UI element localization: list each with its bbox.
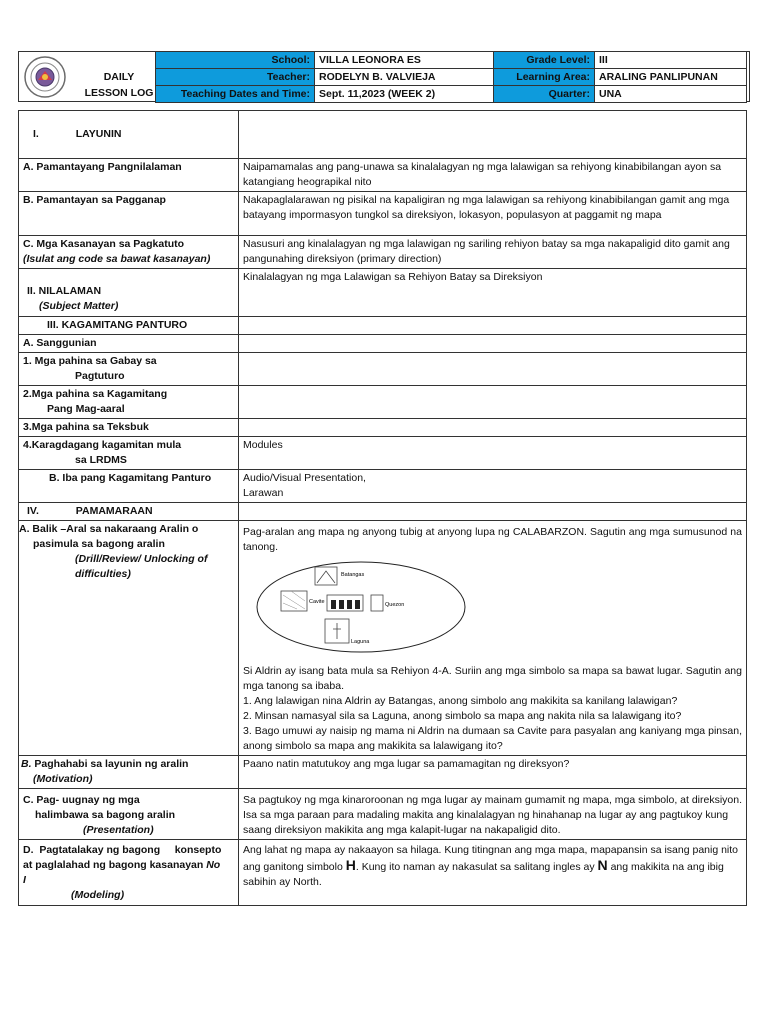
grade-label: Grade Level: [494, 52, 595, 69]
row-lrdms [19, 437, 747, 470]
school-label: School: [156, 52, 315, 69]
row-kagamitang-mag-aaral [19, 386, 747, 419]
row-pamantayang-pangnilalaman [19, 159, 747, 192]
map-label-batangas: Batangas [341, 572, 365, 578]
balik-aral-q1: 1. Ang lalawigan nina Aldrin ay Batangas, anong simbolo ang makikita sa kanilang lalawigan? [243, 695, 678, 707]
quezon-trees-icon [331, 600, 360, 609]
kagamitan-label: III. KAGAMITANG PANTURO [47, 319, 188, 331]
header-grid [155, 51, 747, 103]
pagtatalakay-label-2: at paglalahad ng bagong kasanayan [23, 859, 204, 871]
nilalaman-label: II. NILALAMAN [27, 285, 102, 297]
calabarzon-map [255, 559, 467, 655]
balik-aral-sub-2: difficulties) [75, 568, 131, 580]
row-balik-aral [19, 521, 747, 756]
batangas-symbol [315, 567, 337, 585]
teacher-label: Teacher: [156, 69, 315, 86]
pagtatalakay-sublabel: (Modeling) [71, 889, 125, 901]
mag-aaral-label-1: 2.Mga pahina sa Kagamitang [23, 388, 168, 400]
balik-aral-q3: 3. Bago umuwi ay naisip ng mama ni Aldrin na dumaan sa Cavite para pasyalan ang kaniyang mga pinsan, anong simbolo sa mapa ang makikita sa lalawigang ito? [243, 725, 742, 752]
iba-pang-value-2: Larawan [243, 487, 284, 499]
paghahabi-label: Paghahabi sa layunin ng aralin [34, 758, 189, 770]
row-iba-pang [19, 470, 747, 503]
pamantayang-pangnilalaman-value: Naipamamalas ang pang-unawa sa kinalalagyan ng mga lalawigan sa rehiyong kinabibilangan ayon sa katangiang heograpikal nito [239, 159, 747, 192]
row-pamamaraan [19, 503, 747, 521]
nilalaman-value: Kinalalagyan ng mga Lalawigan sa Rehiyon Batay sa Direksiyon [239, 269, 747, 317]
kasanayan-value: Nasusuri ang kinalalagyan ng mga lalawigan ng sariling rehiyon batay sa mga nakapaligid dito gamit ang pangunahing direksiyon (primary direction) [239, 236, 747, 269]
gabay-label-2: Pagtuturo [75, 370, 125, 382]
gabay-label-1: 1. Mga pahina sa Gabay sa [23, 355, 157, 367]
teksbuk-label: 3.Mga pahina sa Teksbuk [19, 419, 239, 437]
row-nilalaman [19, 269, 747, 317]
lrdms-value: Modules [239, 437, 747, 470]
row-gabay [19, 353, 747, 386]
balik-aral-label-1: A. Balik –Aral sa nakaraang Aralin o [19, 523, 199, 535]
paghahabi-sublabel: (Motivation) [33, 773, 93, 785]
row-pag-uugnay [19, 789, 747, 840]
quarter-label: Quarter: [494, 86, 595, 103]
kasanayan-sublabel: (Isulat ang code sa bawat kasanayan) [23, 253, 211, 265]
pagtatalakay-value-h: H [345, 857, 356, 873]
pag-uugnay-label-1: C. Pag- uugnay ng mga [23, 794, 140, 806]
pagtatalakay-value-post: ang makikita na ang ibig sabihin ay North. [243, 861, 724, 888]
iba-pang-value-1: Audio/Visual Presentation, [243, 472, 366, 484]
dates-value: Sept. 11,2023 (WEEK 2) [315, 86, 494, 103]
paghahabi-prefix: B. [21, 758, 32, 770]
row-paghahabi [19, 756, 747, 789]
map-label-laguna: Laguna [351, 639, 370, 645]
row-layunin [19, 111, 747, 159]
balik-aral-sub-1: (Drill/Review/ Unlocking of [75, 553, 208, 565]
row-kagamitan [19, 317, 747, 335]
iba-pang-label: B. Iba pang Kagamitang Panturo [49, 472, 212, 484]
pagtatalakay-value-n: N [597, 857, 608, 873]
area-label: Learning Area: [494, 69, 595, 86]
map-label-cavite: Cavite [309, 599, 325, 605]
pagtatalakay-label-3: I [23, 874, 26, 886]
mag-aaral-label-2: Pang Mag-aaral [47, 403, 125, 415]
paghahabi-value: Paano natin matutukoy ang mga lugar sa pamamagitan ng direksyon? [239, 756, 747, 789]
pamantayan-pagganap-value: Nakapaglalarawan ng pisikal na kapaligiran ng mga lalawigan sa rehiyong kinabibilangan gamit ang mga batayang impormasyon tungkol sa direksiyon, lokasyon, populasyon at paggamit ng mapa [239, 192, 747, 236]
teacher-value: RODELYN B. VALVIEJA [315, 69, 494, 86]
row-sanggunian [19, 335, 747, 353]
layunin-label: LAYUNIN [75, 128, 122, 140]
pag-uugnay-label-2: halimbawa sa bagong aralin [35, 809, 176, 821]
balik-aral-para: Si Aldrin ay isang bata mula sa Rehiyon 4-A. Suriin ang mga simbolo sa mapa sa bawat lugar. Sagutin ang mga tanong sa ibaba. [243, 665, 742, 692]
pagtatalakay-label-1: D. Pagtatalakay ng bagong konsepto [23, 844, 222, 856]
sanggunian-label: A. Sanggunian [19, 335, 239, 353]
balik-aral-label-2: pasimula sa bagong aralin [33, 538, 165, 550]
layunin-num: I. [33, 128, 39, 140]
balik-aral-q2: 2. Minsan namasyal sila sa Laguna, anong simbolo sa mapa ang nakita nila sa lalawigang ito? [243, 710, 682, 722]
pagtatalakay-value-pre: Ang lahat ng mapa ay nakaayon sa hilaga. Kung titingnan ang mga mapa, mapapansin sa isang panig nito ang ganitong simbolo [243, 844, 739, 873]
nilalaman-sublabel: (Subject Matter) [39, 300, 119, 312]
row-teksbuk [19, 419, 747, 437]
pag-uugnay-sublabel: (Presentation) [83, 824, 154, 836]
deped-seal-icon [23, 55, 67, 99]
pamantayang-pangnilalaman-label: A. Pamantayang Pangnilalaman [19, 159, 239, 192]
row-pagtatalakay [19, 840, 747, 906]
pagtatalakay-value [239, 840, 747, 906]
pamamaraan-num: IV. [27, 505, 39, 517]
school-value: VILLA LEONORA ES [315, 52, 494, 69]
grade-value: III [595, 52, 747, 69]
balik-aral-intro: Pag-aralan ang mapa ng anyong tubig at anyong lupa ng CALABARZON. Sagutin ang mga sumusunod na tanong. [243, 526, 742, 553]
lrdms-label-1: 4.Karagdagang kagamitan mula [23, 439, 182, 451]
pamantayan-pagganap-label: B. Pamantayan sa Pagganap [19, 192, 239, 236]
row-pamantayan-pagganap [19, 192, 747, 236]
quarter-value: UNA [595, 86, 747, 103]
area-value: ARALING PANLIPUNAN [595, 69, 747, 86]
dates-label: Teaching Dates and Time: [156, 86, 315, 103]
kasanayan-label: C. Mga Kasanayan sa Pagkatuto [23, 238, 185, 250]
map-label-quezon: Quezon [385, 602, 405, 608]
lesson-table [18, 110, 747, 906]
pamamaraan-label: PAMAMARAAN [75, 505, 153, 517]
pag-uugnay-value: Sa pagtukoy ng mga kinaroroonan ng mga lugar ay mainam gumamit ng mapa, mga simbolo, at direksiyon. Isa sa mga paraan para madaling makita ang kinalalagyan ng hinahanap na lugar ay ang pagtukoy kung saang direksiyon makikita ang mga kalapit-lugar na nakapaligid dito. [239, 789, 747, 840]
row-kasanayan [19, 236, 747, 269]
lrdms-label-2: sa LRDMS [75, 454, 127, 466]
pagtatalakay-label-no: No [206, 859, 221, 871]
log-title: DAILY LESSON LOG [84, 71, 154, 99]
pagtatalakay-value-mid: . Kung ito naman ay nakasulat sa salitang ingles ay [355, 861, 598, 873]
header-block [18, 51, 750, 102]
